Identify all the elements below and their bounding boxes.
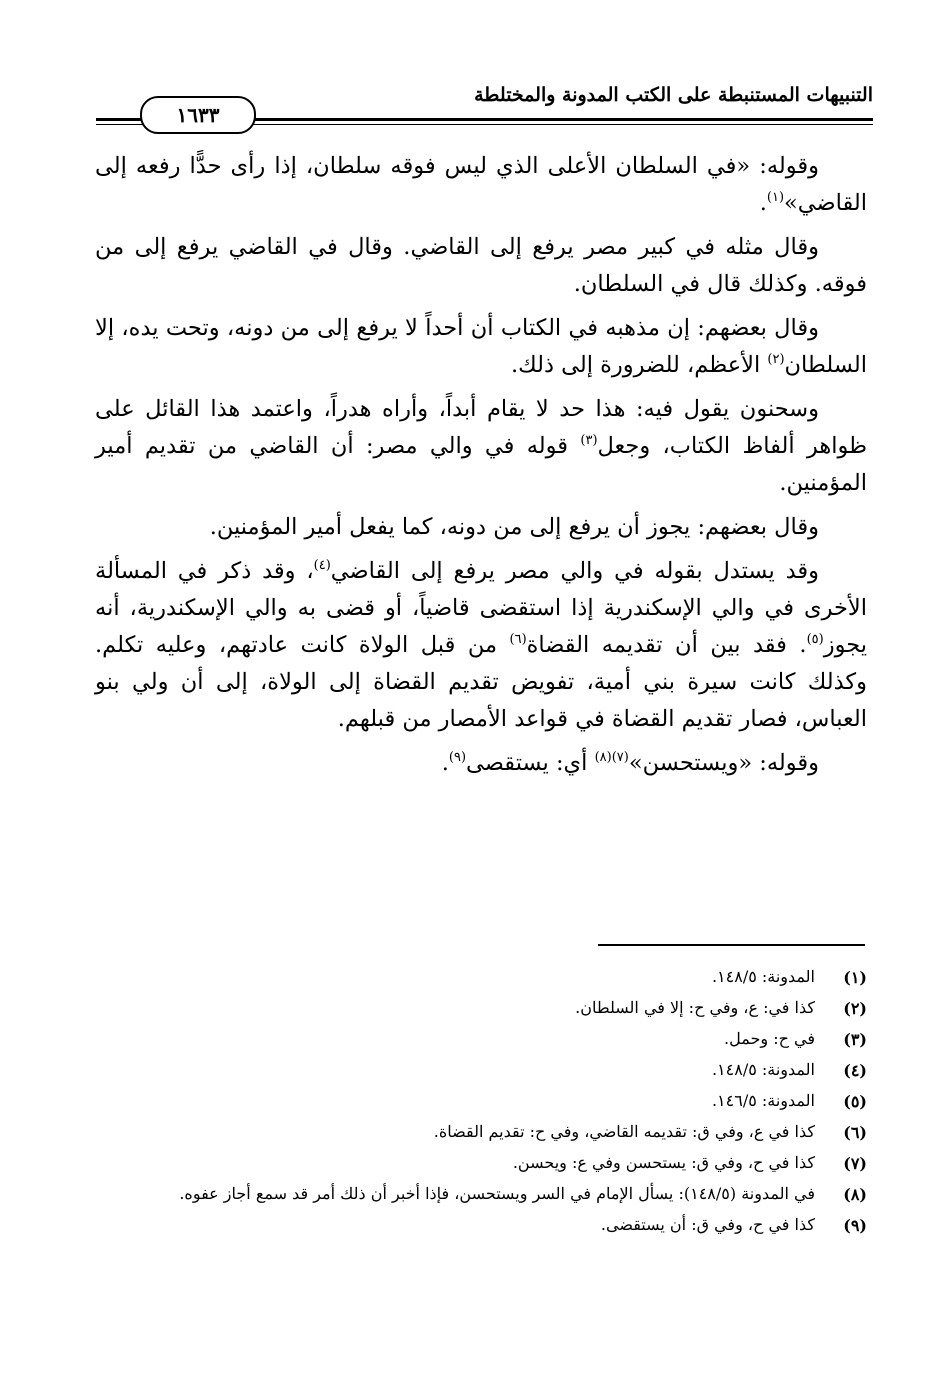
footnote-text: كذا في ح، وفي ق: أن يستقضى.	[600, 1215, 815, 1234]
footnote	[88, 1117, 867, 1148]
footnote-number: (٢)	[843, 999, 867, 1018]
footnote	[88, 1210, 867, 1241]
footnote-number: (٧)	[843, 1154, 867, 1173]
footnote-number: (٥)	[843, 1092, 867, 1111]
footnote-ref-1: (١)	[766, 190, 785, 205]
footnote-ref-6: (٦)	[509, 632, 527, 647]
footnote	[88, 1148, 867, 1179]
footnote-number: (١)	[843, 968, 867, 987]
footnote	[88, 1179, 867, 1210]
running-title: التنبيهات المستنبطة على الكتب المدونة والمختلطة	[474, 84, 873, 106]
footnote-text: كذا في: ع، وفي ح: إلا في السلطان.	[575, 998, 815, 1017]
footnote-ref-3: (٣)	[580, 433, 598, 448]
text-run: من قبل الولاة كانت عادتهم، وعليه تكلم. وكذلك كانت سيرة بني أمية، تفويض تقديم القضاة إلى الولاة، إلى أن ولي بنو العباس، فصار تقديم القضاة في قواعد الأمصار من قبلهم.	[95, 632, 867, 732]
text-run: ، وقد ذكر في المسألة الأخرى في والي الإسكندرية إذا استقضى قاضياً، أو قضى به والي الإسكندرية، أنه يجوز	[95, 558, 867, 658]
footnote-text: في المدونة (١٤٨/٥): يسأل الإمام في السر ويستحسن، فإذا أخبر أن ذلك أمر قد سمع أجاز عفوه.	[179, 1184, 815, 1203]
footnote-number: (٣)	[843, 1030, 867, 1049]
footnote	[88, 962, 867, 993]
footnote	[88, 1086, 867, 1117]
footnote	[88, 1024, 867, 1055]
footnote-ref-5: (٥)	[806, 632, 824, 647]
footnotes	[88, 962, 867, 1241]
paragraph-2: وقال مثله في كبير مصر يرفع إلى القاضي. وقال في القاضي يرفع إلى من فوقه. وكذلك قال في السلطان.	[95, 234, 867, 297]
main-text	[95, 148, 867, 789]
footnote-text: المدونة: ١٤٨/٥.	[711, 967, 815, 986]
footnote	[88, 993, 867, 1024]
footnote-separator	[598, 944, 865, 946]
footnote-number: (٨)	[843, 1185, 867, 1204]
footnote-ref-8: (٨)	[594, 750, 612, 765]
footnote-number: (٩)	[843, 1216, 867, 1235]
footnote-text: في ح: وحمل.	[724, 1029, 815, 1048]
text-run: قوله في والي مصر: أن القاضي من تقديم أمير المؤمنين.	[95, 433, 867, 496]
footnote-text: المدونة: ١٤٨/٥.	[711, 1060, 815, 1079]
paragraph-5: وقال بعضهم: يجوز أن يرفع إلى من دونه، كما يفعل أمير المؤمنين.	[209, 514, 819, 540]
text-run: وقال بعضهم: إن مذهبه في الكتاب أن أحداً لا يرفع إلى من دونه، وتحت يده، إلا السلطان	[95, 315, 867, 378]
footnote-text: كذا في ح، وفي ق: يستحسن وفي ع: ويحسن.	[512, 1153, 815, 1172]
text-run: وسحنون يقول فيه: هذا حد لا يقام أبداً، وأراه هدراً، واعتمد هذا القائل على ظواهر ألفاظ الكتاب، وجعل	[95, 396, 867, 459]
footnote-ref-7: (٧)	[611, 750, 629, 765]
text-run: . فقد بين أن تقديمه القضاة	[526, 632, 807, 658]
footnote-ref-4: (٤)	[313, 558, 331, 573]
footnote-number: (٦)	[843, 1123, 867, 1142]
paragraph-4	[95, 391, 867, 502]
footnote	[88, 1055, 867, 1086]
footnote-text: المدونة: ١٤٦/٥.	[711, 1091, 815, 1110]
page-number: ١٦٣٣	[140, 96, 256, 134]
paragraph-7	[95, 745, 867, 782]
text-run: .	[441, 750, 449, 776]
text-run: الأعظم، للضرورة إلى ذلك.	[510, 352, 768, 378]
text-run: وقوله: «ويستحسن»	[628, 750, 819, 776]
text-run: وقد يستدل بقوله في والي مصر يرفع إلى القاضي	[330, 558, 819, 584]
footnote-ref-2: (٢)	[767, 352, 785, 367]
footnote-ref-9: (٩)	[448, 750, 467, 765]
paragraph-1	[95, 148, 867, 222]
text-run: أي: يستقصى	[466, 750, 595, 776]
text-run: .	[759, 190, 767, 216]
text-run: وقوله: «في السلطان الأعلى الذي ليس فوقه سلطان، إذا رأى حدًّا رفعه إلى القاضي»	[95, 153, 867, 216]
footnote-number: (٤)	[843, 1061, 867, 1080]
footnote-text: كذا في ع، وفي ق: تقديمه القاضي، وفي ح: تقديم القضاة.	[433, 1122, 815, 1141]
paragraph-6	[95, 553, 867, 738]
paragraph-3	[95, 310, 867, 384]
